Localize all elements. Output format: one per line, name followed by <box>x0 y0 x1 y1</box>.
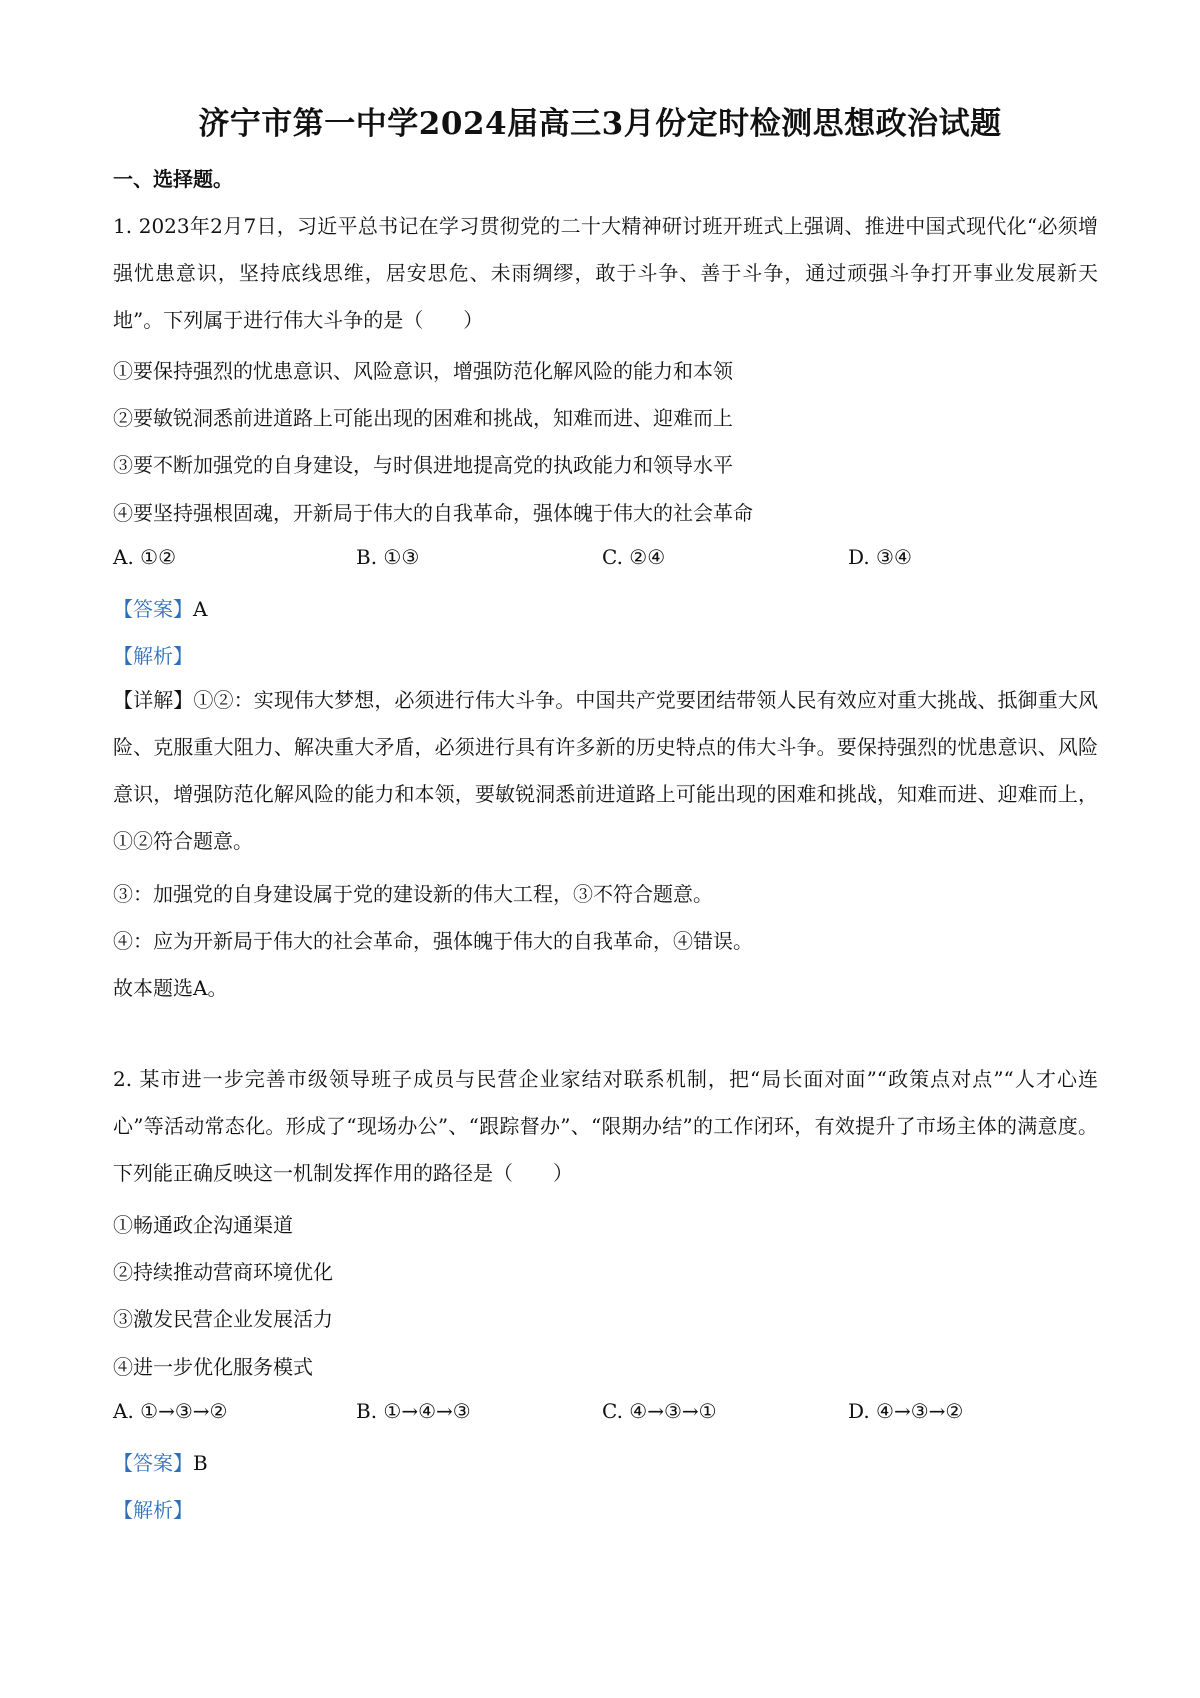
q2-option-d: D. ④→③→② <box>848 1399 964 1423</box>
answer-tag: 【答案】 <box>113 1451 193 1475</box>
q1-conclusion: 故本题选A。 <box>113 976 228 1000</box>
q1-analysis-tag: 【解析】 <box>113 644 193 668</box>
q1-option-d: D. ③④ <box>848 545 912 569</box>
answer-value: B <box>193 1451 208 1475</box>
q2-option-b: B. ①→④→③ <box>356 1399 471 1423</box>
q2-analysis-tag: 【解析】 <box>113 1498 193 1522</box>
q1-detail-4: ④：应为开新局于伟大的社会革命，强体魄于伟大的自我革命，④错误。 <box>113 929 753 953</box>
q2-item-3: ③激发民营企业发展活力 <box>113 1307 333 1331</box>
q2-answer <box>113 1447 208 1476</box>
q1-item-3: ③要不断加强党的自身建设，与时俱进地提高党的执政能力和领导水平 <box>113 453 733 477</box>
q2-item-4: ④进一步优化服务模式 <box>113 1355 313 1379</box>
answer-value: A <box>193 597 208 621</box>
q2-item-1: ①畅通政企沟通渠道 <box>113 1213 293 1237</box>
q2-item-2: ②持续推动营商环境优化 <box>113 1260 333 1284</box>
q1-answer <box>113 593 207 622</box>
q1-detail-3: ③：加强党的自身建设属于党的建设新的伟大工程，③不符合题意。 <box>113 882 713 906</box>
q1-item-4: ④要坚持强根固魂，开新局于伟大的自我革命，强体魄于伟大的社会革命 <box>113 501 753 525</box>
q1-item-2: ②要敏锐洞悉前进道路上可能出现的困难和挑战，知难而进、迎难而上 <box>113 406 733 430</box>
q1-stem: 1. 2023年2月7日，习近平总书记在学习贯彻党的二十大精神研讨班开班式上强调、推进中国式现代化“必须增强忧患意识，坚持底线思维，居安思危、未雨绸缪，敢于斗争、善于斗争，通过顽强斗争打开事业发展新天地”。下列属于进行伟大斗争的是（ ） <box>113 214 1098 332</box>
document-title: 济宁市第一中学2024届高三3月份定时检测思想政治试题 <box>198 106 1002 142</box>
answer-tag: 【答案】 <box>113 597 193 621</box>
q2-stem: 2. 某市进一步完善市级领导班子成员与民营企业家结对联系机制，把“局长面对面”“政策点对点”“人才心连心”等活动常态化。形成了“现场办公”、“跟踪督办”、“限期办结”的工作闭环，有效提升了市场主体的满意度。下列能正确反映这一机制发挥作用的路径是（ ） <box>113 1067 1098 1185</box>
q2-option-a: A. ①→③→② <box>113 1399 228 1423</box>
q1-option-c: C. ②④ <box>602 545 666 569</box>
q2-option-c: C. ④→③→① <box>602 1399 717 1423</box>
section-heading: 一、选择题。 <box>113 167 233 191</box>
q1-option-a: A. ①② <box>113 545 177 569</box>
q1-option-b: B. ①③ <box>356 545 420 569</box>
q1-item-1: ①要保持强烈的忧患意识、风险意识，增强防范化解风险的能力和本领 <box>113 359 733 383</box>
q1-detail: 【详解】①②：实现伟大梦想，必须进行伟大斗争。中国共产党要团结带领人民有效应对重大挑战、抵御重大风险、克服重大阻力、解决重大矛盾，必须进行具有许多新的历史特点的伟大斗争。要保持强烈的忧患意识、风险意识，增强防范化解风险的能力和本领，要敏锐洞悉前进道路上可能出现的困难和挑战，知难而进、迎难而上，①②符合题意。 <box>113 688 1098 853</box>
